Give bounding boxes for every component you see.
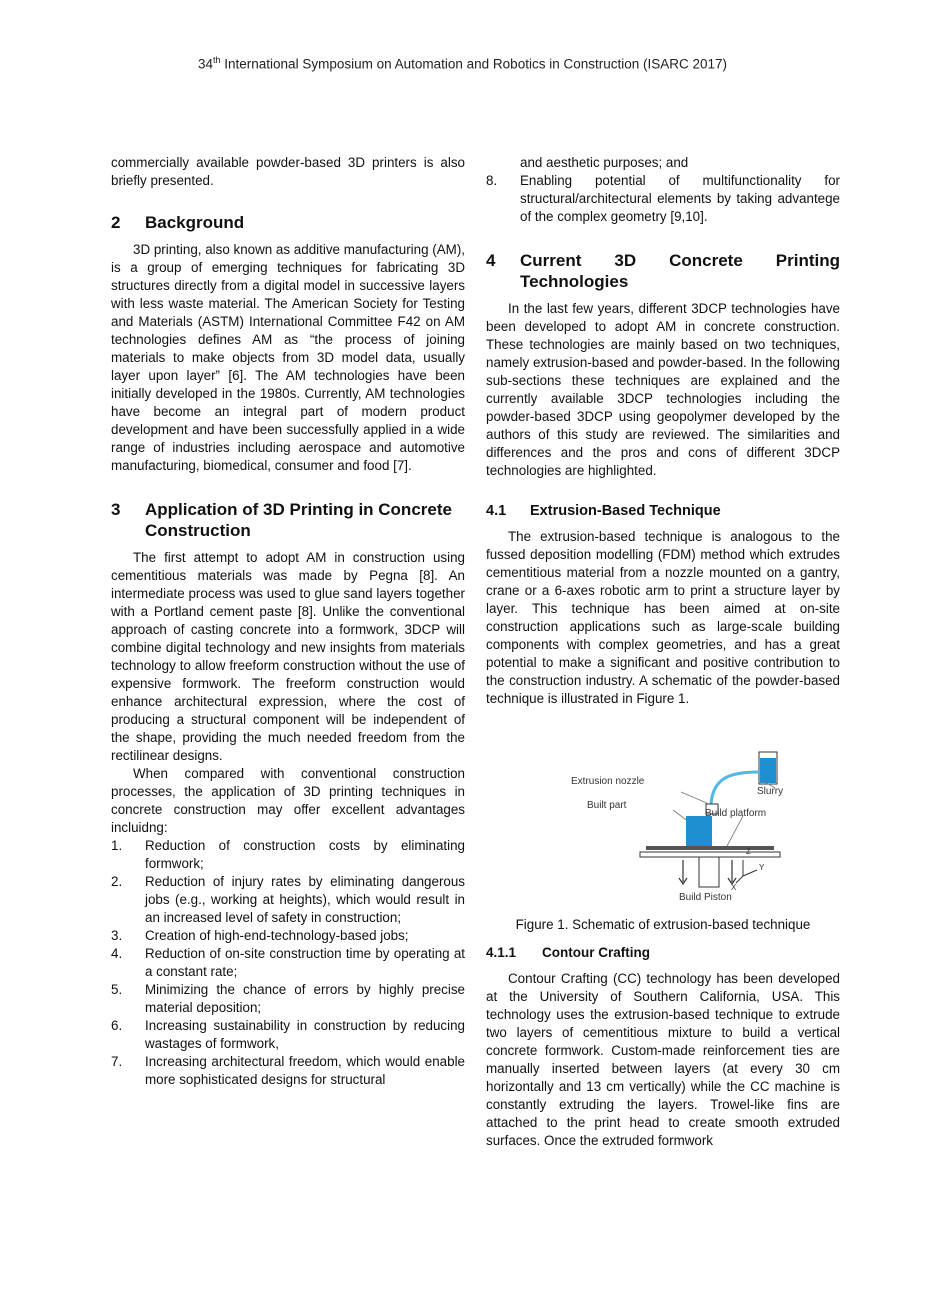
technologies-paragraph: In the last few years, different 3DCP technologies have been developed to adopt AM in concrete construction. These technologies are mainly based on two techniques, namely extrusion-based and powder-based. In the following sub-sections these techniques are explained and the currently available 3DCP technologies including the powder-based 3DCP using geopolymer developed by the authors of this study are reviewed. The similarities and differences and the pros and cons of different 3DCP technologies are highlighted. — [486, 301, 840, 478]
list-text: Reduction of construction costs by eliminating formwork; — [145, 838, 465, 871]
section-4-heading — [486, 250, 840, 271]
list-number: 5. — [111, 982, 123, 997]
section-number: 4 — [486, 251, 496, 270]
list-text: Minimizing the chance of errors by highly precise material deposition; — [145, 982, 465, 1015]
axes-glyph — [736, 860, 757, 883]
header-prefix: 34 — [197, 56, 213, 72]
list-item — [111, 1017, 465, 1053]
list-number: 2. — [111, 874, 123, 889]
extrusion-schematic-figure — [543, 736, 783, 906]
list-item — [111, 1053, 465, 1089]
intro-tail-paragraph: commercially available powder-based 3D printers is also briefly presented. — [111, 155, 465, 188]
list-item — [111, 945, 465, 981]
background-paragraph: 3D printing, also known as additive manufacturing (AM), is a group of emerging techniques for fabricating 3D structures directly from a digital model in successive layers with less waste material. The American Society for Testing and Materials (ASTM) International Committee F42 on AM technologies defines AM as “the process of joining materials to make objects from 3D model data, usually layer upon layer” [6]. The AM technologies have been initially developed in the 1980s. Currently, AM technologies have become an integral part of modern product development and have been successfully applied in a wide range of industries including aerospace and automotive manufacturing, biomedical, consumer and food [7]. — [111, 242, 465, 473]
platform-leader — [727, 816, 743, 846]
advantages-list — [111, 837, 465, 1089]
built-part — [686, 816, 712, 846]
list-number: 7. — [111, 1054, 123, 1069]
contour-crafting-paragraph: Contour Crafting (CC) technology has been developed at the University of Southern California, USA. This technology uses the extrusion-based technique to extrude two layers of cementitious mixture to build a vertical concrete formwork. Custom-made reinforcement ties are manually inserted between layers (at every 30 cm horizontally and 13 cm vertically) while the CC machine is constantly extruding the layers. Trowel-like fins are attached to the print head to create smooth extruded surfaces. Once the extruded formwork — [486, 971, 840, 1148]
section-number: 2 — [111, 213, 121, 232]
list-item — [111, 927, 465, 945]
label-axis-x: X — [731, 883, 737, 892]
label-axis-y: Y — [759, 863, 765, 872]
list-text: Reduction of on-site construction time by operating at a constant rate; — [145, 946, 465, 979]
list-item — [111, 873, 465, 927]
section-title: Application of 3D Printing in Concrete Construction — [145, 500, 452, 540]
advantages-list-continued — [486, 154, 840, 226]
list-number: 4. — [111, 946, 123, 961]
list-item — [486, 154, 840, 172]
header-title: International Symposium on Automation and Robotics in Construction (ISARC 2017) — [220, 56, 728, 72]
right-column — [486, 154, 840, 1150]
list-number: 8. — [486, 173, 498, 188]
list-number: 6. — [111, 1018, 123, 1033]
heading-indent — [486, 271, 520, 292]
nozzle-leader — [681, 792, 709, 804]
subsection-title: Contour Crafting — [542, 945, 650, 960]
slurry-hose — [711, 772, 759, 804]
label-build-piston: Build Piston — [679, 892, 732, 903]
list-text: Increasing architectural freedom, which would enable more sophisticated designs for structural — [145, 1054, 465, 1087]
list-text: Increasing sustainability in construction by reducing wastages of formwork, — [145, 1018, 465, 1051]
running-header — [0, 55, 925, 72]
label-axis-z: Z — [746, 847, 751, 856]
subsection-number: 4.1.1 — [486, 945, 517, 960]
list-text: Creation of high-end-technology-based jobs; — [145, 928, 409, 943]
section-4-heading-line2 — [486, 271, 840, 292]
list-text: Reduction of injury rates by eliminating dangerous jobs (e.g., working at heights), which would result in an increased level of safety in construction; — [145, 874, 465, 925]
list-item — [486, 172, 840, 226]
section-title-continued: Technologies — [520, 272, 629, 291]
application-paragraph-2: When compared with conventional construction processes, the application of 3D printing techniques in concrete construction may offer excellent advantages incluidng: — [111, 766, 465, 835]
extrusion-paragraph: The extrusion-based technique is analogous to the fussed deposition modelling (FDM) method which extrudes cementitious material from a nozzle mounted on a gantry, crane or a 6-axes robotic arm to print a structure layer by layer. This technique has been aimed at on-site construction applications such as large-scale building components with complex geometries, and has a great potential to make a significant and positive contribution to the construction industry. A schematic of the powder-based technique is illustrated in Figure 1. — [486, 529, 840, 706]
label-slurry: Slurry — [757, 786, 783, 797]
header-superscript: th — [213, 55, 221, 65]
subsection-number: 4.1 — [486, 503, 507, 519]
section-2-heading — [111, 212, 465, 233]
section-number: 3 — [111, 500, 121, 519]
slurry-fill — [760, 758, 776, 783]
label-build-platform: Build platform — [705, 808, 767, 819]
build-piston — [699, 857, 719, 887]
list-number-blank — [486, 154, 520, 172]
y-axis — [743, 870, 757, 876]
section-title: Background — [145, 213, 245, 232]
list-number: 3. — [111, 928, 123, 943]
list-number: 1. — [111, 838, 123, 853]
section-title: Current 3D Concrete Printing — [520, 251, 840, 270]
figure-1-caption: Figure 1. Schematic of extrusion-based technique — [515, 917, 811, 932]
list-item — [111, 837, 465, 873]
subsection-4-1-heading — [486, 502, 840, 520]
subsection-title: Extrusion-Based Technique — [530, 503, 721, 519]
list-text: and aesthetic purposes; and — [520, 155, 689, 170]
list-text: Enabling potential of multifunctionality for structural/architectural elements by taking advantege of the complex geometry [9,10]. — [520, 173, 840, 224]
label-extrusion-nozzle: Extrusion nozzle — [571, 776, 645, 787]
application-paragraph-1: The first attempt to adopt AM in construction using cementitious materials was made by Pegna [8]. An intermediate process was used to glue sand layers together with a Portland cement paste [8]. Unlike the conventional approach of casting concrete into a formwork, 3DCP will combine digital technology and new insights from materials technology to allow freeform construction without the use of expensive formwork. The freeform construction would enhance architectural expression, where the cost of producing a structural component will be independent of the shape, providing the much needed freedom from the rectilinear designs. — [111, 550, 465, 763]
build-platform — [646, 846, 774, 850]
list-item — [111, 981, 465, 1017]
x-axis — [736, 876, 743, 883]
left-column — [111, 154, 465, 1089]
section-3-heading — [111, 499, 465, 541]
subsection-4-1-1-heading — [486, 944, 840, 962]
platform-base — [640, 852, 780, 857]
label-built-part: Built part — [587, 800, 627, 811]
